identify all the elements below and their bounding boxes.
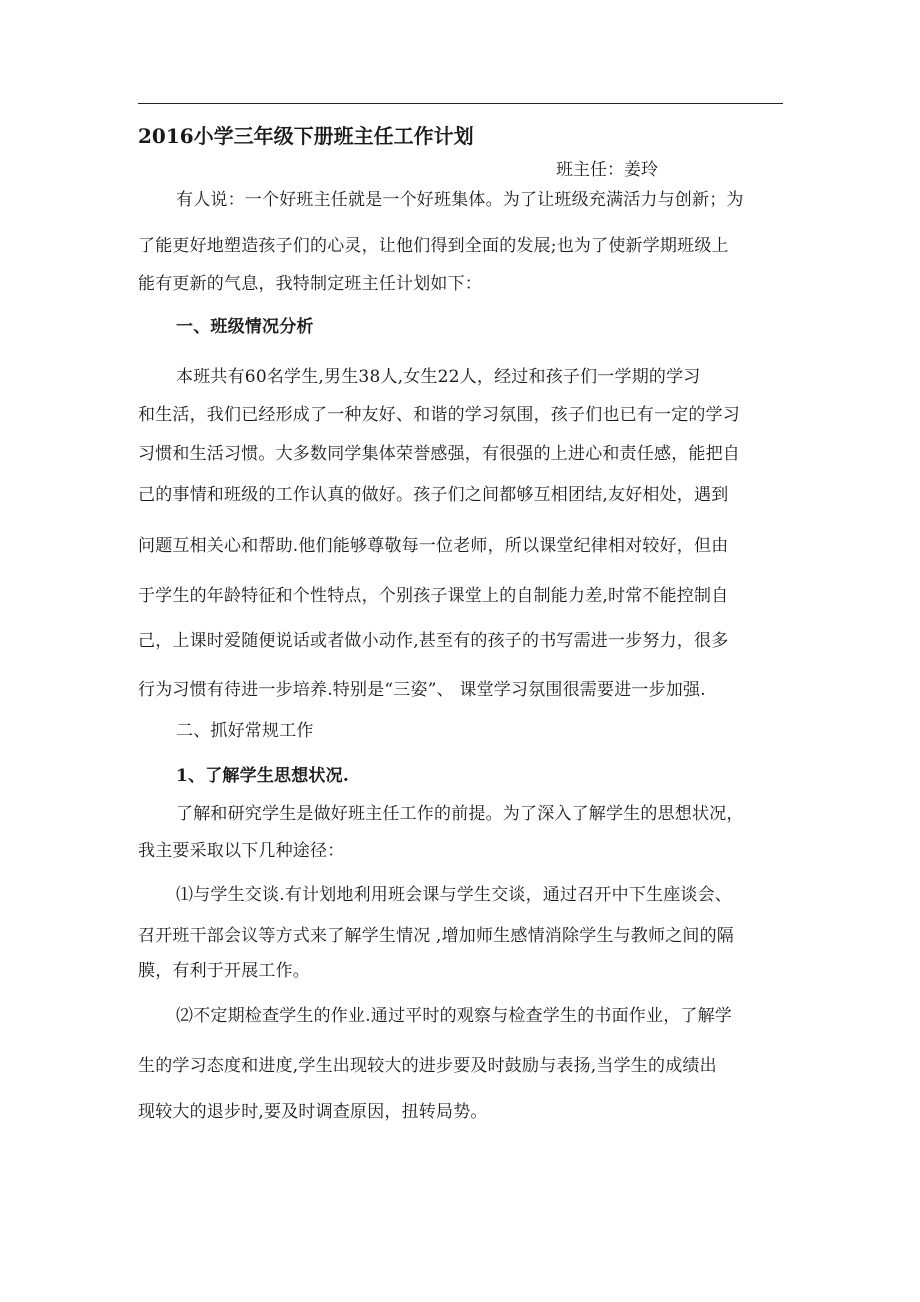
item-1-paragraph	[138, 887, 783, 987]
author-line: 班主任：姜玲	[556, 160, 658, 180]
para-line: 我主要采取以下几种途径：	[138, 841, 345, 861]
item-2-paragraph	[138, 1008, 783, 1128]
para-line: 行为习惯有待进一步培养.特别是“三姿”、 课堂学习氛围很需要进一步加强.	[138, 680, 706, 700]
header-rule	[138, 103, 783, 104]
para-line: ⑴与学生交谈.有计划地利用班会课与学生交谈，通过召开中下生座谈会、	[176, 885, 733, 905]
para-line: 于学生的年龄特征和个性特点，个别孩子课堂上的自制能力差,时常不能控制自	[138, 586, 729, 606]
para-line: 膜，有利于开展工作。	[138, 961, 310, 981]
para-line: 己的事情和班级的工作认真的做好。孩子们之间都够互相团结,友好相处，遇到	[138, 485, 729, 505]
document-page: 2016小学三年级下册班主任工作计划 班主任：姜玲 有人说：一个好班主任就是一个好班集体。为了让班级充满活力与创新；为 了能更好地塑造孩子们的心灵，让他们得到全面的发展;也为了使新学期班级上 能有更新的气息，我特制定班主任计划如下： 一、班级情况分析 本班共有60名学生,男生38人,女生22人，经过和孩子们一学期的学习 和生活，我们已经形成了一种友好、和谐的学习氛围，孩子们也已有一定的学习 习惯和生活习惯。大多数同学集体荣誉感强，有很强的上进心和责任感，能把自 己的事情和班级的工作认真的做好。孩子们之间都够互相团结,友好相处，遇到 问题互相关心和帮助.他们能够尊敬每一位老师，所以课堂纪律相对较好，但由 于学生的年龄特征和个性特点，个别孩子课堂上的自制能力差,时常不能控制自 己，上课时爱随便说话或者做小动作,甚至有的孩子的书写需进一步努力，很多 行为习惯有待进一步培养.特别是“三姿”、 课堂学习氛围很需要进一步加强. 二、抓好常规工作 1、了解学生思想状况. 了解和研究学生是做好班主任工作的前提。为了深入了解学生的思想状况， 我主要采取以下几种途径： ⑴与学生交谈.有计划地利用班会课与学生交谈，通过召开中下生座谈会、 召开班干部会议等方式来了解学生情况 ,增加师生感情消除学生与教师之间的隔 膜，有利于开展工作。 ⑵不定期检查学生的作业.通过平时的观察与检查学生的书面作业，了解学 生的学习态度和进度,学生出现较大的进步要及时鼓励与表扬,当学生的成绩出 现较大的退步时,要及时调查原因，扭转局势。	[0, 0, 920, 1302]
para-line: 召开班干部会议等方式来了解学生情况 ,增加师生感情消除学生与教师之间的隔	[138, 926, 735, 946]
para-line: 了解和研究学生是做好班主任工作的前提。为了深入了解学生的思想状况，	[176, 804, 744, 824]
para-line: 己，上课时爱随便说话或者做小动作,甚至有的孩子的书写需进一步努力，很多	[138, 631, 729, 651]
para-line: ⑵不定期检查学生的作业.通过平时的观察与检查学生的书面作业，了解学	[176, 1006, 733, 1026]
para-line: 本班共有60名学生,男生38人,女生22人，经过和孩子们一学期的学习	[176, 367, 701, 387]
para-line: 和生活，我们已经形成了一种友好、和谐的学习氛围，孩子们也已有一定的学习	[138, 405, 740, 425]
para-line: 生的学习态度和进度,学生出现较大的进步要及时鼓励与表扬,当学生的成绩出	[138, 1056, 717, 1076]
intro-line: 有人说：一个好班主任就是一个好班集体。为了让班级充满活力与创新；为	[176, 190, 744, 210]
para-line: 现较大的退步时,要及时调查原因，扭转局势。	[138, 1102, 488, 1122]
intro-line: 能有更新的气息，我特制定班主任计划如下：	[138, 274, 482, 294]
section1-paragraph	[138, 369, 783, 699]
intro-paragraph	[138, 192, 783, 302]
intro-line: 了能更好地塑造孩子们的心灵，让他们得到全面的发展;也为了使新学期班级上	[138, 236, 729, 256]
subsection1-paragraph	[138, 806, 783, 866]
para-line: 问题互相关心和帮助.他们能够尊敬每一位老师，所以课堂纪律相对较好，但由	[138, 536, 729, 556]
para-line: 习惯和生活习惯。大多数同学集体荣誉感强，有很强的上进心和责任感，能把自	[138, 444, 740, 464]
document-title: 2016小学三年级下册班主任工作计划	[138, 124, 474, 148]
